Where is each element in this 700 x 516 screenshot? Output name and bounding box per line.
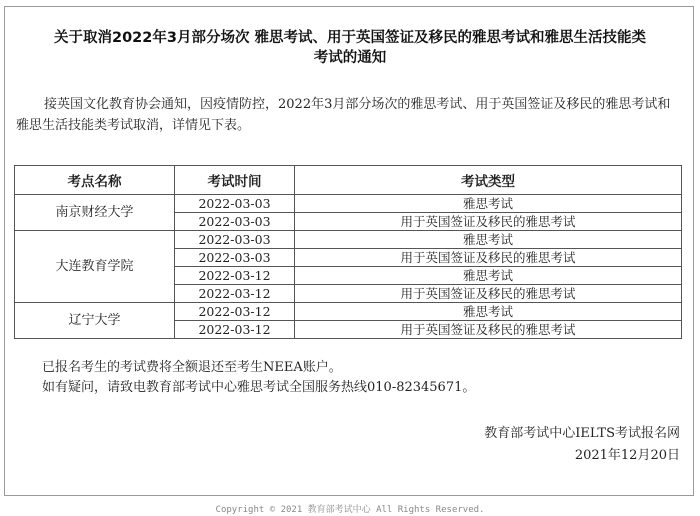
signature-date: 2021年12月20日 bbox=[574, 448, 680, 463]
test-date-cell: 2022-03-12 bbox=[175, 267, 295, 285]
header-test-type: 考试类型 bbox=[295, 166, 682, 195]
test-type-cell: 用于英国签证及移民的雅思考试 bbox=[295, 213, 682, 231]
intro-paragraph: 接英国文化教育协会通知，因疫情防控，2022年3月部分场次的雅思考试、用于英国签证及移民的雅思考试和雅思生活技能类考试取消，详情见下表。 bbox=[16, 97, 671, 133]
test-type-cell: 雅思考试 bbox=[295, 303, 682, 321]
test-type-cell: 用于英国签证及移民的雅思考试 bbox=[295, 321, 682, 339]
test-date-cell: 2022-03-12 bbox=[175, 285, 295, 303]
test-date-cell: 2022-03-12 bbox=[175, 303, 295, 321]
notice-title bbox=[10, 28, 690, 68]
signature-org: 教育部考试中心IELTS考试报名网 bbox=[484, 426, 680, 441]
signature-block bbox=[484, 423, 680, 467]
test-date-cell: 2022-03-12 bbox=[175, 321, 295, 339]
test-type-cell: 雅思考试 bbox=[295, 195, 682, 213]
test-type-cell: 雅思考试 bbox=[295, 267, 682, 285]
test-type-cell: 雅思考试 bbox=[295, 231, 682, 249]
test-date-cell: 2022-03-03 bbox=[175, 213, 295, 231]
notice-title-line-1: 关于取消2022年3月部分场次 雅思考试、用于英国签证及移民的雅思考试和雅思生活技能类 bbox=[54, 30, 646, 46]
table-header-row bbox=[15, 166, 682, 195]
header-test-center: 考点名称 bbox=[15, 166, 175, 195]
test-center-cell: 大连教育学院 bbox=[15, 231, 175, 303]
test-center-cell: 辽宁大学 bbox=[15, 303, 175, 339]
header-test-date: 考试时间 bbox=[175, 166, 295, 195]
test-center-cell: 南京财经大学 bbox=[15, 195, 175, 231]
test-type-cell: 用于英国签证及移民的雅思考试 bbox=[295, 285, 682, 303]
table-row bbox=[15, 303, 682, 321]
notes-section bbox=[42, 358, 475, 398]
test-type-cell: 用于英国签证及移民的雅思考试 bbox=[295, 249, 682, 267]
test-date-cell: 2022-03-03 bbox=[175, 249, 295, 267]
copyright-footer: Copyright © 2021 教育部考试中心 All Rights Reserved. bbox=[215, 505, 485, 515]
test-date-cell: 2022-03-03 bbox=[175, 195, 295, 213]
table-row bbox=[15, 231, 682, 249]
cancelled-exams-table bbox=[14, 165, 682, 339]
hotline-note: 如有疑问，请致电教育部考试中心雅思考试全国服务热线010-82345671。 bbox=[42, 380, 476, 395]
refund-note: 已报名考生的考试费将全额退还至考生NEEA账户。 bbox=[42, 360, 342, 375]
test-date-cell: 2022-03-03 bbox=[175, 231, 295, 249]
table-row bbox=[15, 195, 682, 213]
notice-title-line-2: 考试的通知 bbox=[313, 50, 387, 66]
